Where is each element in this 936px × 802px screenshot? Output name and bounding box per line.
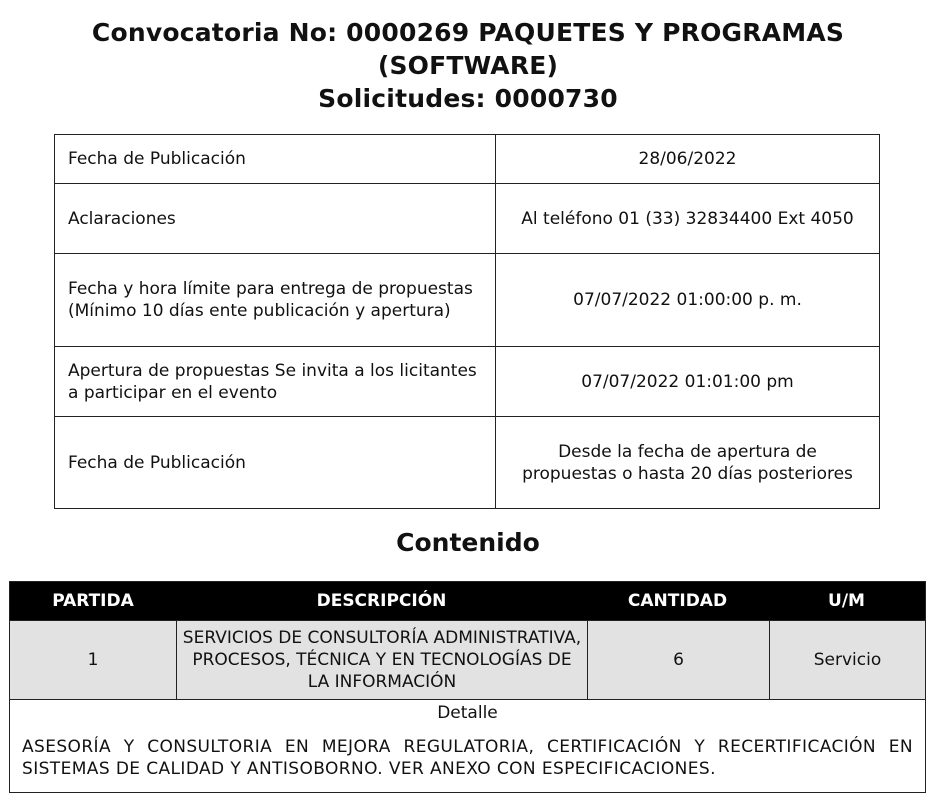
- info-value: 07/07/2022 01:01:00 pm: [496, 347, 880, 417]
- section-title: Contenido: [396, 528, 540, 557]
- header-descripcion: DESCRIPCIÓN: [316, 591, 447, 611]
- info-label: Fecha y hora límite para entrega de propuestas (Mínimo 10 días ente publicación y apertura): [55, 254, 496, 347]
- info-value: Al teléfono 01 (33) 32834400 Ext 4050: [496, 184, 880, 254]
- detail-label: Detalle: [10, 699, 925, 726]
- info-label: Fecha de Publicación: [55, 417, 496, 509]
- cell-cantidad: 6: [587, 621, 769, 699]
- table-row: [55, 347, 880, 417]
- cell-partida: 1: [87, 650, 99, 670]
- title-line-1: Convocatoria No: 0000269 PAQUETES Y PROGRAMAS: [91, 18, 845, 47]
- info-value: Desde la fecha de apertura de propuestas o hasta 20 días posteriores: [496, 417, 880, 509]
- table-row: [55, 184, 880, 254]
- info-value: 28/06/2022: [496, 135, 880, 184]
- info-label: Apertura de propuestas Se invita a los licitantes a participar en el evento: [55, 347, 496, 417]
- page-title: [60, 16, 876, 115]
- cell-descripcion: SERVICIOS DE CONSULTORÍA ADMINISTRATIVA, PROCESOS, TÉCNICA Y EN TECNOLOGÍAS DE LA INFORMACIÓN: [176, 621, 587, 699]
- header-cantidad: CANTIDAD: [627, 591, 728, 611]
- info-table: [54, 134, 880, 509]
- header-um: U/M: [828, 591, 865, 611]
- info-label: Aclaraciones: [55, 184, 496, 254]
- table-row: [55, 135, 880, 184]
- table-row: [55, 254, 880, 347]
- info-label: Fecha de Publicación: [55, 135, 496, 184]
- table-row: [55, 417, 880, 509]
- cell-um: Servicio: [769, 621, 925, 699]
- info-value: 07/07/2022 01:00:00 p. m.: [496, 254, 880, 347]
- detail-text: ASESORÍA Y CONSULTORIA EN MEJORA REGULATORIA, CERTIFICACIÓN Y RECERTIFICACIÓN EN SISTEMAS DE CALIDAD Y ANTISOBORNO. VER ANEXO CON ESPECIFICACIONES.: [22, 737, 913, 779]
- content-table: [9, 581, 926, 793]
- content-header-row: [10, 582, 925, 620]
- title-line-2: (SOFTWARE): [377, 51, 559, 80]
- title-line-3: Solicitudes: 0000730: [318, 84, 618, 113]
- table-row: [10, 620, 925, 699]
- header-partida: PARTIDA: [52, 591, 134, 611]
